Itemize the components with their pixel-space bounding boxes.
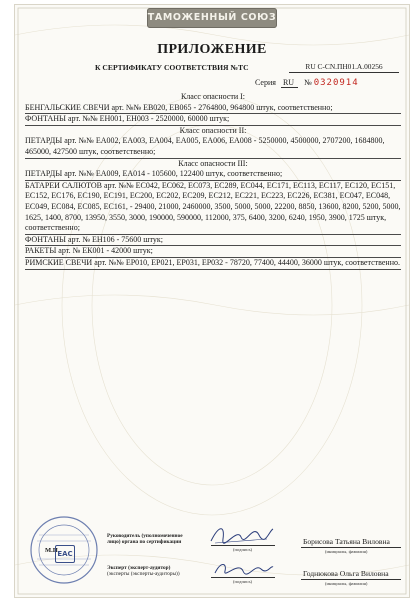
head-name-caption: (инициалы, фамилия): [325, 549, 368, 554]
page-title: ПРИЛОЖЕНИЕ: [157, 42, 267, 57]
head-sign-caption: (подпись): [233, 547, 253, 552]
product-entry: БЕНГАЛЬСКИЕ СВЕЧИ арт. №№ ЕВ020, ЕВ065 - 2764800, 964800 штук, соответственно;: [25, 103, 401, 115]
certificate-number: RU С-CN.ПН01.А.00256: [289, 62, 399, 73]
product-entry: РАКЕТЫ арт. № ЕК001 - 42000 штук;: [25, 246, 401, 258]
expert-signature-line: [211, 577, 275, 578]
customs-union-banner: [147, 8, 277, 28]
head-label-line2: лицо) органа по сертификации: [107, 539, 182, 546]
expert-label-line2: (эксперты (эксперты-аудиторы)): [107, 571, 180, 578]
certificate-sheet: [14, 4, 410, 598]
series-number: 0320914: [313, 78, 359, 88]
appendix-content: [25, 92, 401, 270]
head-label-line1: Руководитель (уполномоченное: [107, 533, 183, 539]
product-entry: ПЕТАРДЫ арт. №№ ЕА002, ЕА003, ЕА004, ЕА005, ЕА006, ЕА008 - 5250000, 4500000, 2707200, 1684800, 465000, 427500 штук, соответственно;: [25, 136, 401, 158]
expert-name-line: [301, 579, 401, 580]
certificate-subtitle: К СЕРТИФИКАТУ СООТВЕТСТВИЯ №ТС: [95, 63, 249, 72]
expert-signature-label: [107, 565, 217, 578]
eac-mark-icon: EAC: [55, 545, 75, 563]
series-label: Серия: [255, 78, 276, 87]
hazard-class-title: Класс опасности III:: [178, 158, 248, 168]
expert-name: Годнюкова Ольга Виловна: [303, 569, 389, 578]
series-no-label: №: [304, 78, 312, 87]
head-name: Борисова Татьяна Виловна: [303, 537, 390, 546]
signature-block: [15, 515, 409, 597]
product-entry: ФОНТАНЫ арт. №№ ЕН001, ЕН003 - 2520000, 60000 штук;: [25, 114, 401, 126]
head-signature-label: [107, 533, 217, 546]
hazard-class-title: Класс опасности I:: [180, 92, 246, 101]
hazard-class-title: Класс опасности II:: [179, 125, 247, 135]
expert-name-caption: (инициалы, фамилия): [325, 581, 368, 586]
head-name-line: [301, 547, 401, 548]
banner-text: ТАМОЖЕННЫЙ СОЮЗ: [147, 12, 277, 23]
series-value: RU: [281, 78, 298, 88]
product-entry: РИМСКИЕ СВЕЧИ арт. №№ ЕР010, ЕР021, ЕР031, ЕР032 - 78720, 77400, 44400, 36000 штук, соответственно.: [25, 258, 401, 270]
product-entry: ПЕТАРДЫ арт. №№ ЕА009, ЕА014 - 105600, 122400 штук, соответственно;: [25, 169, 401, 181]
series-line: [255, 78, 359, 88]
expert-label-line1: Эксперт (эксперт-аудитор): [107, 565, 171, 571]
head-signature-line: [211, 545, 275, 546]
expert-signature-icon: [211, 557, 277, 579]
product-entry: ФОНТАНЫ арт. № ЕН106 - 75600 штук;: [25, 235, 401, 247]
stamp-place-label: М.П.: [45, 547, 60, 554]
product-entry: БАТАРЕИ САЛЮТОВ арт. №№ ЕС042, ЕС062, ЕС073, ЕС289, ЕС044, ЕС171, ЕС113, ЕС117, ЕС120, ЕС151, ЕС152, ЕС176, ЕС190, ЕС191, ЕС200, ЕС202, ЕС209, ЕС212, ЕС221, ЕС223, ЕС226, ЕС381, ЕС047, ЕС048, ЕС049, ЕС084, ЕС085, ЕС161, - 29400, 21000, 2460000, 3500, 5000, 5000, 22200, 8850, 13600, 8200, 5200, 5000, 1625, 1400, 8700, 13950, 3550, 3000, 190000, 590000, 112000, 375, 6400, 3200, 6240, 1950, 3900, 1725 штук, соответственно;: [25, 181, 401, 235]
expert-sign-caption: (подпись): [233, 579, 253, 584]
head-signature-icon: [207, 521, 277, 547]
